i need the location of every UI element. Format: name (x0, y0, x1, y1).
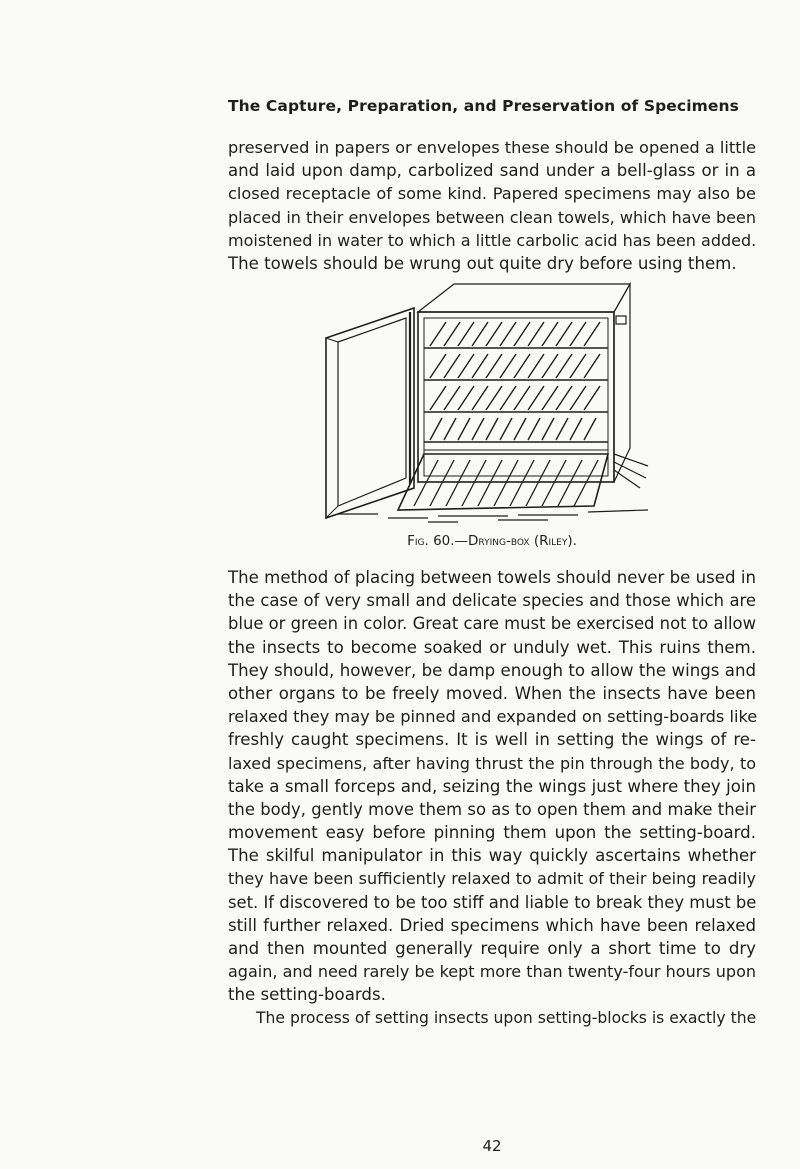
text-line: and then mounted generally require only a short time to dry (228, 939, 756, 958)
paragraph-1 (228, 136, 756, 275)
text-line: the setting-boards. (228, 985, 386, 1005)
text-line: and laid upon damp, carbolized sand under a bell-glass or in a (228, 161, 756, 181)
text-line: blue or green in color. Great care must be exercised not to allow (228, 614, 756, 634)
box-side (614, 284, 630, 482)
text-line: closed receptacle of some kind. Papered specimens may also be (228, 184, 756, 204)
text-line: relaxed they may be pinned and expanded on setting-boards like (228, 707, 758, 727)
text-line: the body, gently move them so as to open them and make their (228, 799, 756, 819)
running-head: The Capture, Preparation, and Preservation of Specimens (228, 97, 739, 115)
text-line: freshly caught specimens. It is well in setting the wings of re- (228, 730, 756, 750)
door-inner (338, 318, 406, 506)
text-line: they have been sufficiently relaxed to admit of their being readily (228, 869, 756, 889)
text-line: moistened in water to which a little carbolic acid has been added. (228, 230, 757, 250)
paragraph-2 (228, 566, 756, 1030)
box-front (418, 312, 614, 482)
text-line: laxed specimens, after having thrust the pin through the body, to (228, 753, 756, 773)
text-line: still further relaxed. Dried specimens which have been relaxed (228, 915, 756, 935)
text-line: The method of placing between towels should never be used in (228, 568, 756, 587)
text-line: set. If discovered to be too stiff and liable to break they must be (228, 892, 757, 912)
text-line: take a small forceps and, seizing the wings just where they join (228, 776, 756, 796)
text-line: other organs to be freely moved. When the insects have been (228, 683, 756, 703)
figure-caption-text: Fig. 60.—Drying-box (Riley). (407, 533, 577, 549)
text-line: The towels should be wrung out quite dry before using them. (228, 253, 737, 273)
text-line: again, and need rarely be kept more than twenty-four hours upon (228, 962, 756, 982)
text-line: movement easy before pinning them upon the setting-board. (228, 823, 756, 843)
text-line: The skilful manipulator in this way quickly ascertains whether (228, 846, 756, 866)
box-top (418, 284, 630, 312)
text-line: preserved in papers or envelopes these should be opened a little (228, 138, 757, 157)
text-line: the case of very small and delicate species and those which are (228, 591, 756, 611)
figure-caption (228, 533, 756, 549)
page-number: 42 (482, 1137, 502, 1155)
drying-box-illustration (318, 278, 658, 528)
text-line: The process of setting insects upon setting-blocks is exactly the (256, 1008, 757, 1027)
text-line: the insects to become soaked or unduly wet. This ruins them. (228, 637, 756, 657)
text-line: They should, however, be damp enough to allow the wings and (228, 660, 756, 680)
text-line: placed in their envelopes between clean towels, which have been (228, 207, 756, 227)
door-outer (326, 308, 414, 518)
